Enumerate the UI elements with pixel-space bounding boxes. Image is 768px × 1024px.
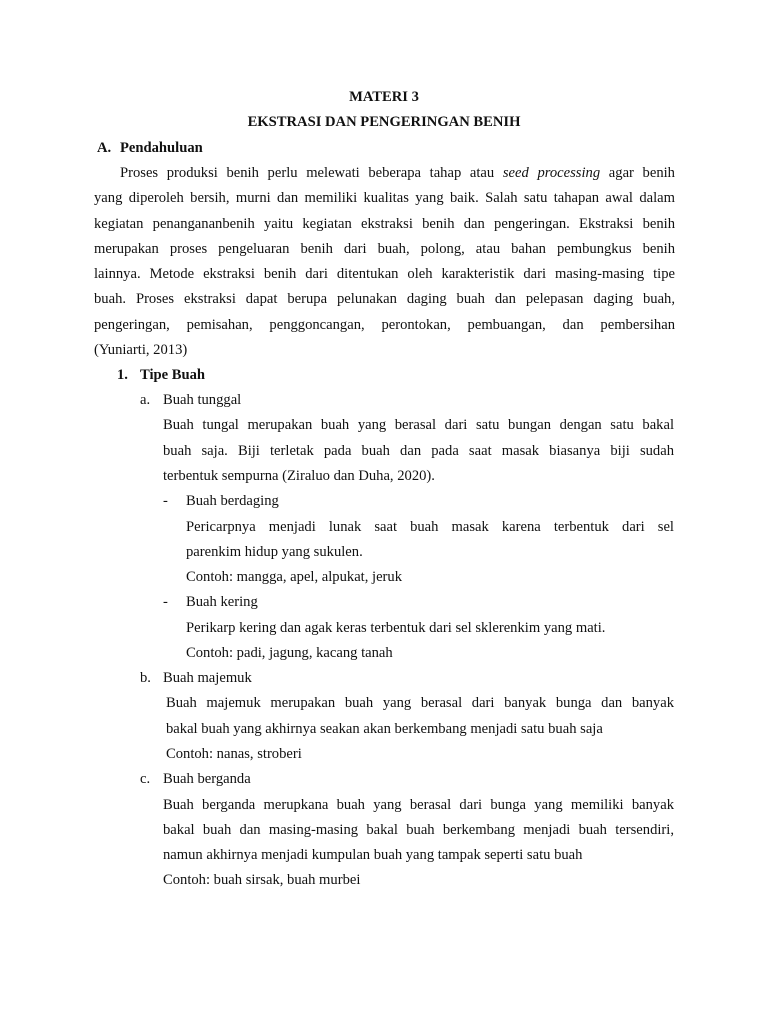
item-a-line-1: Buah tungal merupakan buah yang berasal dari satu bungan dengan satu bakal [163,417,674,433]
item-b-line-3: Contoh: nanas, stroberi [166,746,302,762]
intro-line-3: kegiatan penangananbenih yaitu kegiatan ekstraksi benih dan pengeringan. Ekstraksi benih [94,216,675,232]
intro-line-6: buah. Proses ekstraksi dapat berupa pelunakan daging buah dan pelepasan daging buah, [94,291,675,307]
item-c-label: Buah berganda [163,771,251,787]
item-a-line-2: buah saja. Biji terletak pada buah dan pada saat masak biasanya biji sudah [163,443,674,459]
sub1-marker: - [163,493,168,509]
intro-line-5: lainnya. Metode ekstraksi benih dari ditentukan oleh karakteristik dari masing-masing tipe [94,266,675,282]
sub1-line-3: Contoh: mangga, apel, alpukat, jeruk [186,569,403,585]
section-a-marker: A. [97,140,112,156]
item-c-line-3: namun akhirnya menjadi kumpulan buah yang tampak seperti satu buah [163,847,583,863]
intro-line-1-italic: seed processing [502,165,601,181]
item-a-label: Buah tunggal [163,392,242,408]
sub2-line-1: Perikarp kering dan agak keras terbentuk dari sel sklerenkim yang mati. [186,620,606,636]
item-c-line-2: bakal buah dan masing-masing bakal buah berkembang menjadi buah tersendiri, [163,822,674,838]
item-c-line-4: Contoh: buah sirsak, buah murbei [163,872,361,888]
item-a-line-3: terbentuk sempurna (Ziraluo dan Duha, 2020). [163,468,435,484]
sub2-label: Buah kering [186,594,258,610]
sub1-label: Buah berdaging [186,493,279,509]
intro-line-7: pengeringan, pemisahan, penggoncangan, perontokan, pembuangan, dan pembersihan [94,317,675,333]
item-b-label: Buah majemuk [163,670,252,686]
item-b-line-2: bakal buah yang akhirnya seakan akan berkembang menjadi satu buah saja [166,721,603,737]
intro-line-1 [120,164,675,182]
intro-line-1-post: agar benih [608,165,675,181]
intro-line-1-pre: Proses produksi benih perlu melewati beberapa tahap atau [120,165,495,181]
intro-line-8: (Yuniarti, 2013) [94,342,188,358]
document-subtitle: EKSTRASI DAN PENGERINGAN BENIH [247,114,521,130]
sub1-line-1: Pericarpnya menjadi lunak saat buah masak karena terbentuk dari sel [186,519,674,535]
intro-line-4: merupakan proses pengeluaran benih dari buah, polong, atau bahan pembungkus benih [94,241,675,257]
document-title: MATERI 3 [349,89,419,105]
item-b-line-1: Buah majemuk merupakan buah yang berasal dari banyak bunga dan banyak [166,695,674,711]
section-a-heading: Pendahuluan [120,140,203,156]
section-1-heading: Tipe Buah [140,367,206,383]
section-1-marker: 1. [117,367,128,383]
item-c-marker: c. [140,771,151,787]
intro-line-2: yang diperoleh bersih, murni dan memiliki kualitas yang baik. Salah satu tahapan awal dalam [94,190,675,206]
sub2-line-2: Contoh: padi, jagung, kacang tanah [186,645,393,661]
item-a-marker: a. [140,392,151,408]
sub2-marker: - [163,594,168,610]
item-c-line-1: Buah berganda merupkana buah yang berasal dari bunga yang memiliki banyak [163,797,674,813]
item-b-marker: b. [140,670,151,686]
sub1-line-2: parenkim hidup yang sukulen. [186,544,363,560]
